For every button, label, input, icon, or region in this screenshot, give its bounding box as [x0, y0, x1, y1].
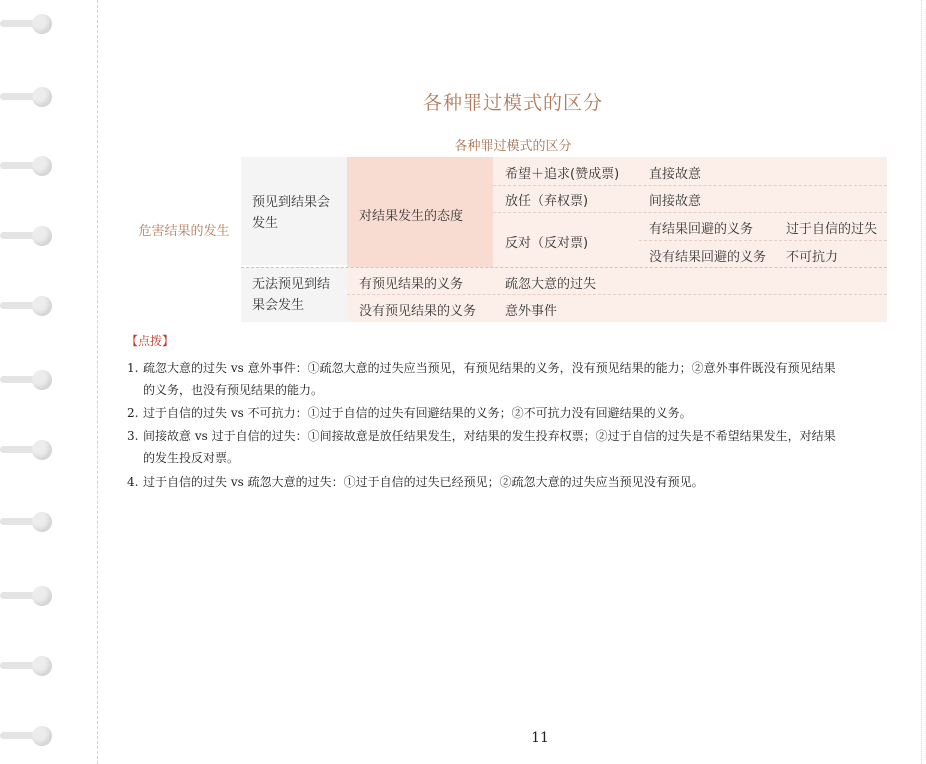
root-label: 危害结果的发生: [138, 224, 230, 239]
row-divider: [493, 185, 887, 186]
binding-ring: [0, 512, 58, 530]
binding-ring: [0, 726, 58, 744]
attitude-option: 放任（弃权票): [505, 194, 589, 209]
hint-text: 疏忽大意的过失 vs 意外事件：①疏忽大意的过失应当预见，有预见结果的义务，没有预见结果的能力；②意外事件既没有预见结果: [143, 361, 836, 375]
page-number: 11: [531, 730, 549, 746]
table-caption: 各种罪过模式的区分: [454, 139, 572, 154]
binding-ring: [0, 226, 58, 244]
duty-label: 有结果回避的义务: [649, 222, 754, 237]
condition-label: 没有预见结果的义务: [359, 304, 477, 319]
row-divider: [639, 240, 887, 241]
result-label: 疏忽大意的过失: [505, 277, 597, 292]
binding-ring: [0, 296, 58, 314]
hint-text-continued: 的义务，也没有预见结果的能力。: [143, 383, 324, 397]
binding-ring: [0, 87, 58, 105]
group-divider: [241, 267, 887, 268]
page-margin-line: [97, 0, 98, 764]
hint-number: 1.: [127, 361, 139, 375]
binding-ring: [0, 586, 58, 604]
hint-text: 过于自信的过失 vs 疏忽大意的过失：①过于自信的过失已经预见；②疏忽大意的过失应当预见没有预见。: [143, 475, 704, 489]
hint-item: [127, 425, 897, 469]
binding-ring: [0, 370, 58, 388]
hint-item: [127, 357, 897, 401]
binding-ring: [0, 656, 58, 674]
hint-number: 2.: [127, 406, 139, 420]
hint-text-continued: 的发生投反对票。: [143, 451, 240, 465]
hint-text: 间接故意 vs 过于自信的过失：①间接故意是放任结果发生，对结果的发生投弃权票；②过于自信的过失是不希望结果发生，对结果: [143, 429, 836, 443]
condition-label: 有预见结果的义务: [359, 277, 464, 292]
unforeseen-label: 无法预见到结果会发生: [252, 277, 331, 313]
hint-number: 3.: [127, 429, 139, 443]
binding-ring: [0, 14, 58, 32]
binding-ring: [0, 440, 58, 458]
row-divider: [347, 294, 887, 295]
row-divider: [493, 212, 887, 213]
attitude-label: 对结果发生的态度: [359, 209, 464, 224]
foreseen-label: 预见到结果会发生: [252, 195, 331, 231]
result-label: 过于自信的过失: [786, 222, 878, 237]
binding-ring: [0, 156, 58, 174]
hint-text: 过于自信的过失 vs 不可抗力：①过于自信的过失有回避结果的义务；②不可抗力没有回避结果的义务。: [143, 406, 692, 420]
attitude-option: 希望＋追求(赞成票): [505, 167, 620, 182]
attitude-option: 反对（反对票): [505, 236, 589, 251]
hint-item: [127, 471, 897, 493]
notebook-binding: [0, 0, 100, 764]
result-label: 间接故意: [649, 194, 702, 209]
result-label: 直接故意: [649, 167, 702, 182]
result-label: 不可抗力: [786, 250, 839, 265]
result-label: 意外事件: [505, 304, 558, 319]
hint-number: 4.: [127, 475, 139, 489]
duty-label: 没有结果回避的义务: [649, 250, 767, 265]
hint-item: [127, 402, 897, 424]
hint-title: 【点拨】: [126, 334, 175, 348]
page-title: 各种罪过模式的区分: [422, 92, 603, 114]
